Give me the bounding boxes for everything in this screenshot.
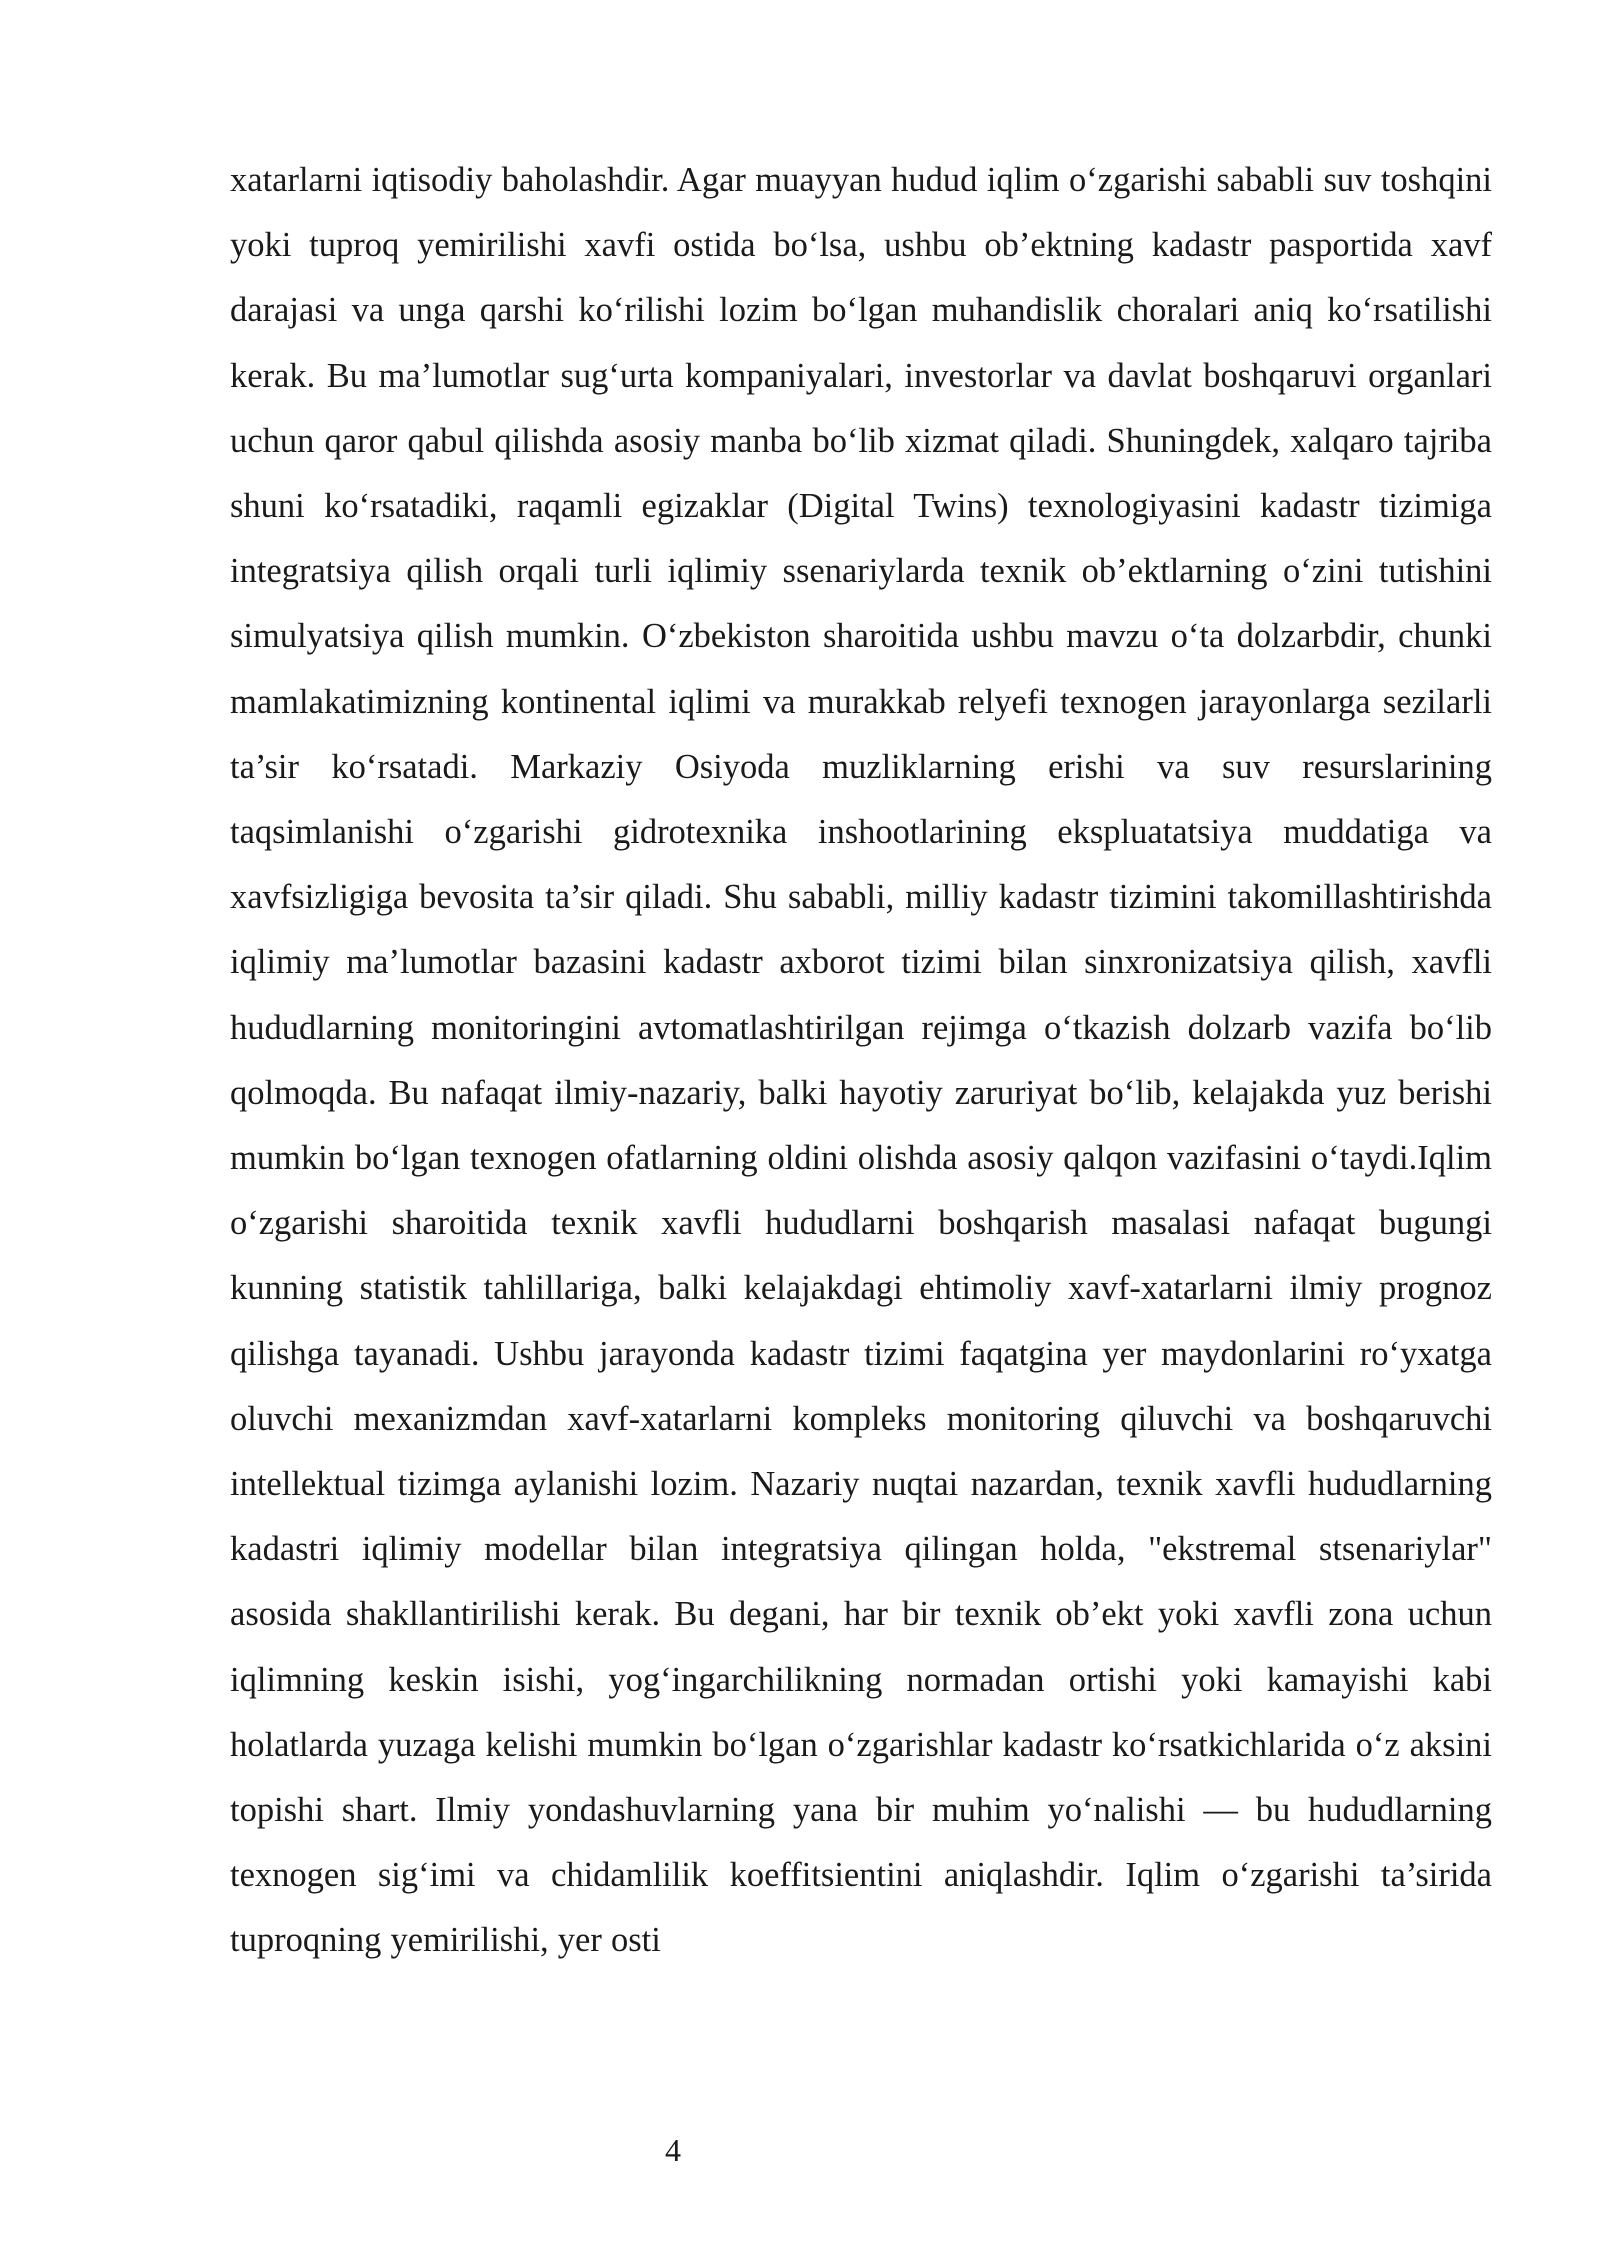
body-paragraph: xatarlarni iqtisodiy baholashdir. Agar muayyan hudud iqlim o‘zgarishi sababli suv toshqini yoki tuproq yemirilishi xavfi ostida bo‘lsa, ushbu ob’ektning kadastr pasportida xavf darajasi va unga qarshi ko‘rilishi lozim bo‘lgan muhandislik choralari aniq ko‘rsatilishi kerak. Bu ma’lumotlar sug‘urta kompaniyalari, investorlar va davlat boshqaruvi organlari uchun qaror qabul qilishda asosiy manba bo‘lib xizmat qiladi. Shuningdek, xalqaro tajriba shuni ko‘rsatadiki, raqamli egizaklar (Digital Twins) texnologiyasini kadastr tizimiga integratsiya qilish orqali turli iqlimiy ssenariylarda texnik ob’ektlarning o‘zini tutishini simulyatsiya qilish mumkin. O‘zbekiston sharoitida ushbu mavzu o‘ta dolzarbdir, chunki mamlakatimizning kontinental iqlimi va murakkab relyefi texnogen jarayonlarga sezilarli ta’sir ko‘rsatadi. Markaziy Osiyoda muzliklarning erishi va suv resurslarining taqsimlanishi o‘zgarishi gidrotexnika inshootlarining ekspluatatsiya muddatiga va xavfsizligiga bevosita ta’sir qiladi. Shu sababli, milliy kadastr tizimini takomillashtirishda iqlimiy ma’lumotlar bazasini kadastr axborot tizimi bilan sinxronizatsiya qilish, xavfli hududlarning monitoringini avtomatlashtirilgan rejimga o‘tkazish dolzarb vazifa bo‘lib qolmoqda. Bu nafaqat ilmiy-nazariy, balki hayotiy zaruriyat bo‘lib, kelajakda yuz berishi mumkin bo‘lgan texnogen ofatlarning oldini olishda asosiy qalqon vazifasini o‘taydi.Iqlim o‘zgarishi sharoitida texnik xavfli hududlarni boshqarish masalasi nafaqat bugungi kunning statistik tahlillariga, balki kelajakdagi ehtimoliy xavf-xatarlarni ilmiy prognoz qilishga tayanadi. Ushbu jarayonda kadastr tizimi faqatgina yer maydonlarini ro‘yxatga oluvchi mexanizmdan xavf-xatarlarni kompleks monitoring qiluvchi va boshqaruvchi intellektual tizimga aylanishi lozim. Nazariy nuqtai nazardan, texnik xavfli hududlarning kadastri iqlimiy modellar bilan integratsiya qilingan holda, "ekstremal stsenariylar" asosida shakllantirilishi kerak. Bu degani, har bir texnik ob’ekt yoki xavfli zona uchun iqlimning keskin isishi, yog‘ingarchilikning normadan ortishi yoki kamayishi kabi holatlarda yuzaga kelishi mumkin bo‘lgan o‘zgarishlar kadastr ko‘rsatkichlarida o‘z aksini topishi shart. Ilmiy yondashuvlarning yana bir muhim yo‘nalishi — bu hududlarning texnogen sig‘imi va chidamlilik koeffitsientini aniqlashdir. Iqlim o‘zgarishi ta’sirida tuproqning yemirilishi, yer osti <box>230 161 1492 1960</box>
page-number: 4 <box>665 2132 681 2168</box>
